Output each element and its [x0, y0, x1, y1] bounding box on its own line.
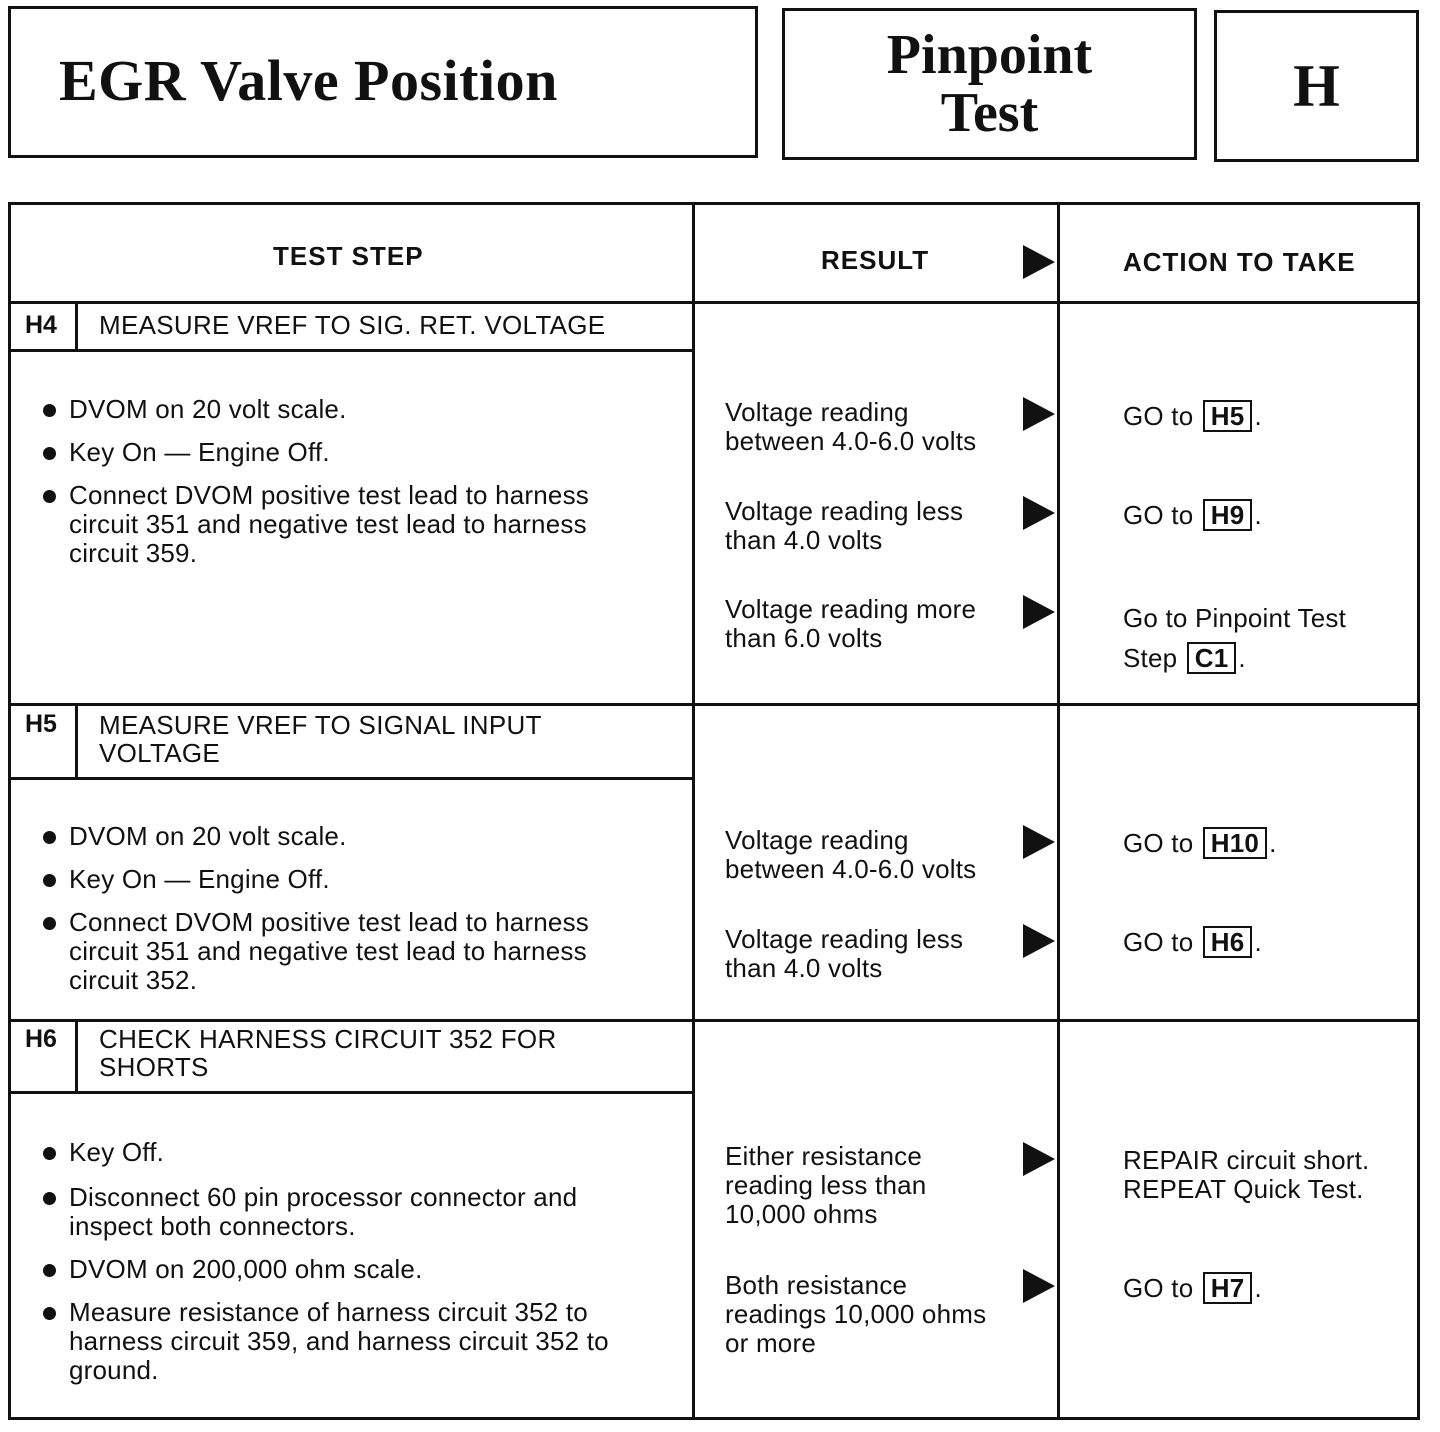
step-id-divider [75, 703, 78, 777]
arrow-right-icon [1023, 1142, 1055, 1176]
arrow-right-icon [1023, 924, 1055, 958]
step-link[interactable]: H5 [1203, 400, 1253, 432]
column-header-test-step: TEST STEP [273, 241, 424, 271]
result-text: Both resistance readings 10,000 ohms or more [725, 1270, 987, 1358]
arrow-right-icon [1023, 496, 1055, 530]
step-divider [11, 703, 1417, 706]
action-suffix: . [1238, 643, 1246, 673]
action-suffix: . [1269, 828, 1277, 858]
test-letter-box [1214, 10, 1419, 162]
step-link[interactable]: H9 [1203, 499, 1253, 531]
action-suffix: . [1254, 1273, 1262, 1303]
arrow-right-icon [1023, 397, 1055, 431]
instruction-item: DVOM on 20 volt scale. [11, 395, 651, 424]
step-title-divider [11, 349, 695, 352]
action-text [1123, 827, 1277, 859]
page-title: EGR Valve Position [59, 48, 558, 113]
result-text: Voltage reading less than 4.0 volts [725, 924, 964, 983]
header-divider [11, 301, 1417, 304]
action-prefix: GO to [1123, 500, 1194, 530]
column-header-result: RESULT [821, 245, 930, 275]
action-text [1123, 400, 1262, 432]
step-id-divider [75, 1019, 78, 1091]
action-prefix: GO to [1123, 1273, 1194, 1303]
test-letter: H [1293, 52, 1340, 119]
action-text: REPAIR circuit short. REPEAT Quick Test. [1123, 1145, 1370, 1204]
arrow-right-icon [1023, 1269, 1055, 1303]
instruction-item: Measure resistance of harness circuit 352 to harness circuit 359, and harness circuit 352 to ground. [11, 1298, 651, 1385]
step-title-divider [11, 1091, 695, 1094]
instruction-item: Disconnect 60 pin processor connector and inspect both connectors. [11, 1183, 651, 1241]
instruction-item: Key Off. [11, 1138, 651, 1167]
step-id: H5 [25, 710, 57, 738]
action-prefix: Go to Pinpoint Test Step [1123, 603, 1347, 673]
step-title: CHECK HARNESS CIRCUIT 352 FOR SHORTS [99, 1024, 557, 1082]
result-text: Voltage reading less than 4.0 volts [725, 496, 964, 555]
action-text [1123, 499, 1262, 531]
column-divider [692, 205, 695, 1417]
step-instructions [11, 1138, 651, 1385]
action-prefix: GO to [1123, 927, 1194, 957]
step-link[interactable]: H6 [1203, 926, 1253, 958]
instruction-item: DVOM on 200,000 ohm scale. [11, 1255, 651, 1284]
step-instructions [11, 395, 651, 568]
pinpoint-table [8, 202, 1420, 1420]
action-suffix: . [1254, 927, 1262, 957]
step-link[interactable]: H7 [1203, 1272, 1253, 1304]
step-instructions [11, 822, 651, 995]
test-type-line2: Test [940, 82, 1039, 144]
arrow-right-icon [1023, 595, 1055, 629]
step-id: H4 [25, 311, 57, 339]
step-link[interactable]: H10 [1203, 827, 1267, 859]
action-text [1123, 926, 1262, 958]
action-prefix: GO to [1123, 828, 1194, 858]
instruction-item: Connect DVOM positive test lead to harness circuit 351 and negative test lead to harness circuit 352. [11, 908, 651, 995]
arrow-right-icon [1023, 245, 1055, 279]
action-prefix: GO to [1123, 401, 1194, 431]
step-id: H6 [25, 1025, 57, 1053]
step-title-divider [11, 777, 695, 780]
step-link[interactable]: C1 [1187, 642, 1237, 674]
test-type-line1: Pinpoint [886, 24, 1093, 86]
step-id-divider [75, 301, 78, 349]
result-text: Voltage reading between 4.0-6.0 volts [725, 825, 977, 884]
test-type-box [782, 8, 1197, 160]
instruction-item: Key On — Engine Off. [11, 438, 651, 467]
action-text [1123, 1272, 1262, 1304]
instruction-item: Connect DVOM positive test lead to harness circuit 351 and negative test lead to harness circuit 359. [11, 481, 651, 568]
result-text: Either resistance reading less than 10,000 ohms [725, 1141, 927, 1229]
result-text: Voltage reading between 4.0-6.0 volts [725, 397, 977, 456]
action-suffix: . [1254, 401, 1262, 431]
instruction-item: DVOM on 20 volt scale. [11, 822, 651, 851]
column-header-action: ACTION TO TAKE [1123, 247, 1356, 277]
step-divider [11, 1019, 1417, 1022]
action-text [1123, 598, 1393, 678]
column-divider [1057, 205, 1060, 1417]
instruction-item: Key On — Engine Off. [11, 865, 651, 894]
result-text: Voltage reading more than 6.0 volts [725, 594, 977, 653]
action-suffix: . [1254, 500, 1262, 530]
title-box [8, 6, 758, 158]
step-title: MEASURE VREF TO SIGNAL INPUT VOLTAGE [99, 710, 542, 768]
step-title: MEASURE VREF TO SIG. RET. VOLTAGE [99, 310, 606, 340]
arrow-right-icon [1023, 825, 1055, 859]
